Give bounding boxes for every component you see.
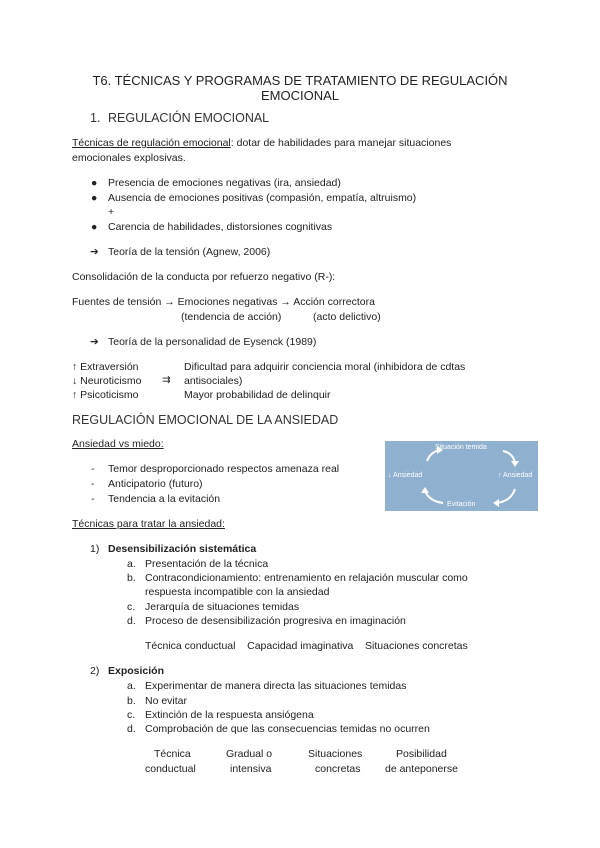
item-text-continued: respuesta incompatible con la ansiedad bbox=[145, 586, 330, 598]
item-letter: c. bbox=[127, 601, 136, 613]
page-title-line2: EMOCIONAL bbox=[260, 88, 339, 103]
anxiety-cycle-diagram bbox=[385, 441, 538, 511]
bullet-dot: ● bbox=[91, 192, 98, 204]
sources-criminal-act: (acto delictivo) bbox=[313, 311, 381, 323]
technique2-number: 2) bbox=[90, 665, 100, 677]
technique1-summary: Técnica conductual Capacidad imaginativa Situaciones concretas bbox=[145, 640, 468, 652]
summary-col1-line2: conductual bbox=[145, 763, 196, 775]
intro-term: Técnicas de regulación emocional bbox=[72, 137, 231, 149]
item-letter: a. bbox=[127, 558, 136, 570]
item-text: Experimentar de manera directa las situaciones temidas bbox=[145, 680, 407, 692]
dash: - bbox=[91, 478, 95, 490]
theory-eysenck: Teoría de la personalidad de Eysenck (1989) bbox=[108, 336, 317, 348]
bullet-dot: ● bbox=[91, 177, 98, 189]
item-text: Jerarquía de situaciones temidas bbox=[145, 601, 300, 613]
arrow-bottom-right bbox=[497, 489, 515, 503]
anxiety-vs-fear-heading: Ansiedad vs miedo: bbox=[72, 438, 164, 450]
technique1-name: Desensibilización sistemática bbox=[108, 543, 257, 555]
diagram-top-label: Situación temida bbox=[435, 444, 487, 451]
bullet-item: Carencia de habilidades, distorsiones cognitivas bbox=[108, 221, 333, 233]
intro-paragraph bbox=[72, 137, 451, 149]
bullet-item: Ausencia de emociones positivas (compasión, empatía, altruismo) bbox=[108, 192, 417, 204]
item-letter: c. bbox=[127, 709, 136, 721]
trait-desc-3: Mayor probabilidad de delinquir bbox=[184, 389, 331, 401]
section1-number: 1. bbox=[90, 111, 101, 125]
arrow-right-icon: ➔ bbox=[90, 246, 99, 258]
item-letter: b. bbox=[127, 695, 136, 707]
dash-item: Anticipatorio (futuro) bbox=[108, 478, 203, 490]
diagram-bottom-label: Evitación bbox=[447, 501, 476, 508]
item-text: Extinción de la respuesta ansiógena bbox=[145, 709, 314, 721]
consolidation-text: Consolidación de la conducta por refuerzo negativo (R-): bbox=[72, 271, 336, 283]
dash-item: Temor desproporcionado respectos amenaza real bbox=[108, 463, 340, 475]
trait-neuroticism: ↓ Neuroticismo bbox=[72, 375, 142, 387]
section2-heading: REGULACIÓN EMOCIONAL DE LA ANSIEDAD bbox=[72, 413, 339, 427]
technique2-name: Exposición bbox=[108, 665, 165, 677]
section1-heading: REGULACIÓN EMOCIONAL bbox=[108, 111, 270, 125]
dash: - bbox=[91, 463, 95, 475]
trait-extraversion: ↑ Extraversión bbox=[72, 361, 139, 373]
item-text: Comprobación de que las consecuencias temidas no ocurren bbox=[145, 723, 430, 735]
bullet-dot: ● bbox=[91, 221, 98, 233]
arrowhead-top-right bbox=[511, 461, 519, 467]
diagram-left-label: ↓ Ansiedad bbox=[388, 472, 423, 479]
item-letter: b. bbox=[127, 572, 136, 584]
summary-col3-line1: Situaciones bbox=[308, 748, 363, 760]
theory-tension: Teoría de la tensión (Agnew, 2006) bbox=[108, 246, 271, 258]
diagram-right-label: ↑ Ansiedad bbox=[498, 472, 533, 479]
item-letter: d. bbox=[127, 615, 136, 627]
item-letter: d. bbox=[127, 723, 136, 735]
trait-desc-2: antisociales) bbox=[184, 375, 243, 387]
item-text: Contracondicionamiento: entrenamiento en relajación muscular como bbox=[145, 572, 468, 584]
technique1-number: 1) bbox=[90, 543, 100, 555]
techniques-heading: Técnicas para tratar la ansiedad: bbox=[72, 518, 225, 530]
summary-col1-line1: Técnica bbox=[154, 748, 191, 760]
item-text: Proceso de desensibilización progresiva en imaginación bbox=[145, 615, 406, 627]
sources-line1: Fuentes de tensión → Emociones negativas → Acción correctora bbox=[72, 296, 375, 308]
item-letter: a. bbox=[127, 680, 136, 692]
page-title-line1: T6. TÉCNICAS Y PROGRAMAS DE TRATAMIENTO DE REGULACIÓN bbox=[92, 73, 508, 88]
summary-col3-line2: concretas bbox=[315, 763, 361, 775]
arrow-right-icon: ➔ bbox=[90, 336, 99, 348]
summary-col2-line1: Gradual o bbox=[226, 748, 273, 760]
dash: - bbox=[91, 493, 95, 505]
sources-action-tendency: (tendencia de acción) bbox=[181, 311, 282, 323]
dash-item: Tendencia a la evitación bbox=[108, 493, 221, 505]
bullet-item: Presencia de emociones negativas (ira, ansiedad) bbox=[108, 177, 341, 189]
double-arrow-icon: ⇉ bbox=[162, 374, 171, 386]
arrowhead-bottom-right bbox=[493, 499, 499, 507]
summary-col4-line1: Posibilidad bbox=[396, 748, 447, 760]
summary-col4-line2: de anteponerse bbox=[385, 763, 458, 775]
trait-desc-1: Dificultad para adquirir conciencia moral (inhibidora de cdtas bbox=[184, 361, 466, 373]
summary-col2-line2: intensiva bbox=[230, 763, 272, 775]
arrowhead-bottom-left bbox=[421, 487, 429, 493]
intro-line2: emocionales explosivas. bbox=[72, 152, 186, 164]
item-text: Presentación de la técnica bbox=[145, 558, 269, 570]
bullet-plus: + bbox=[108, 206, 115, 218]
intro-rest: : dotar de habilidades para manejar situaciones bbox=[230, 137, 452, 149]
item-text: No evitar bbox=[145, 695, 188, 707]
trait-psychoticism: ↑ Psicoticismo bbox=[72, 389, 139, 401]
